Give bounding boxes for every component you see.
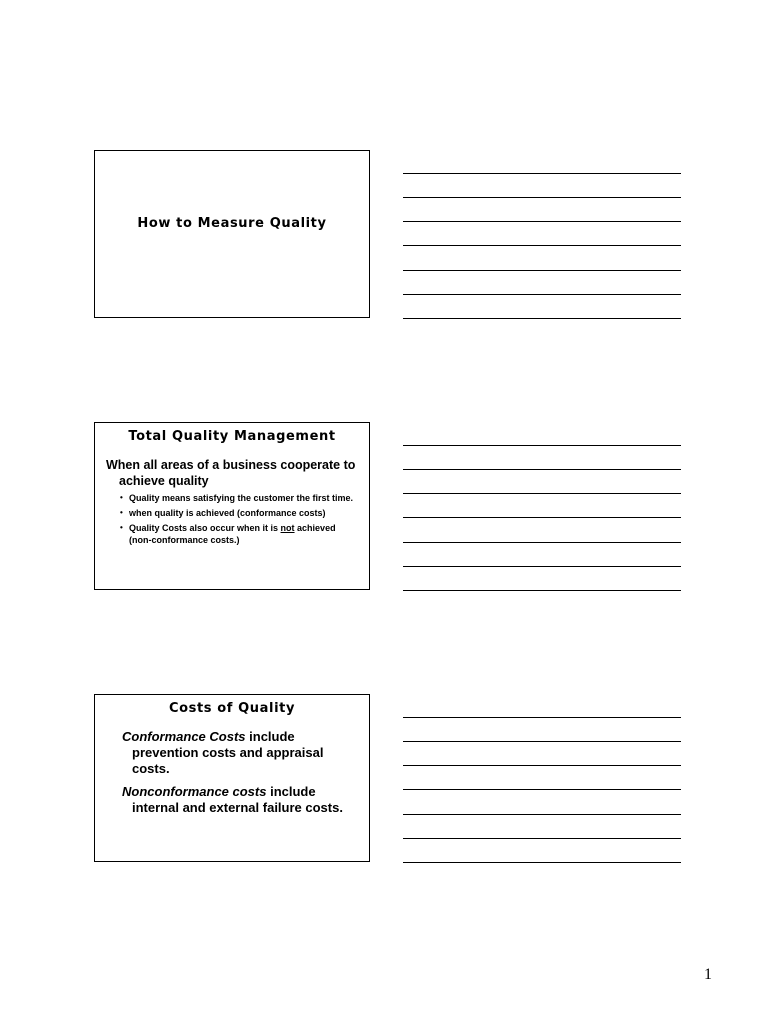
slide-1 <box>94 150 370 318</box>
note-line <box>403 741 681 742</box>
bullet-text-post: achieved (non-conformance costs.) <box>129 523 336 545</box>
note-line <box>403 838 681 839</box>
note-line <box>403 493 681 494</box>
slide-3 <box>94 694 370 862</box>
bullet-item: • Quality means satisfying the customer the first time. <box>120 492 359 504</box>
note-line <box>403 862 681 863</box>
bullet-text-underlined: not <box>280 523 295 533</box>
slide-2-title: Total Quality Management <box>128 429 336 444</box>
slide-2 <box>94 422 370 590</box>
slide-1-title: How to Measure Quality <box>137 216 327 231</box>
nonconformance-term: Nonconformance costs <box>122 784 267 799</box>
nonconformance-costs-paragraph <box>122 784 359 816</box>
note-line <box>403 517 681 518</box>
slide-2-lead: When all areas of a business cooperate to achieve quality <box>106 458 356 488</box>
note-line <box>403 445 681 446</box>
bullet-text-pre: Quality Costs also occur when it is <box>129 523 281 533</box>
note-line <box>403 765 681 766</box>
note-line <box>403 566 681 567</box>
note-line <box>403 814 681 815</box>
bullet-item <box>120 522 359 546</box>
note-line <box>403 270 681 271</box>
conformance-term: Conformance Costs <box>122 729 246 744</box>
nonconformance-text: include internal and external failure costs. <box>132 784 343 815</box>
conformance-costs-paragraph <box>122 729 359 777</box>
note-line <box>403 469 681 470</box>
note-line <box>403 318 681 319</box>
note-line <box>403 245 681 246</box>
page-number: 1 <box>704 966 712 983</box>
slide-2-bullets <box>120 492 359 546</box>
slide-3-title: Costs of Quality <box>168 701 296 716</box>
note-line <box>403 717 681 718</box>
note-line <box>403 173 681 174</box>
conformance-text: include prevention costs and appraisal costs. <box>132 729 324 776</box>
note-line <box>403 294 681 295</box>
note-line <box>403 789 681 790</box>
note-line <box>403 542 681 543</box>
note-line <box>403 221 681 222</box>
note-line <box>403 590 681 591</box>
bullet-item: • when quality is achieved (conformance costs) <box>120 507 359 519</box>
note-line <box>403 197 681 198</box>
